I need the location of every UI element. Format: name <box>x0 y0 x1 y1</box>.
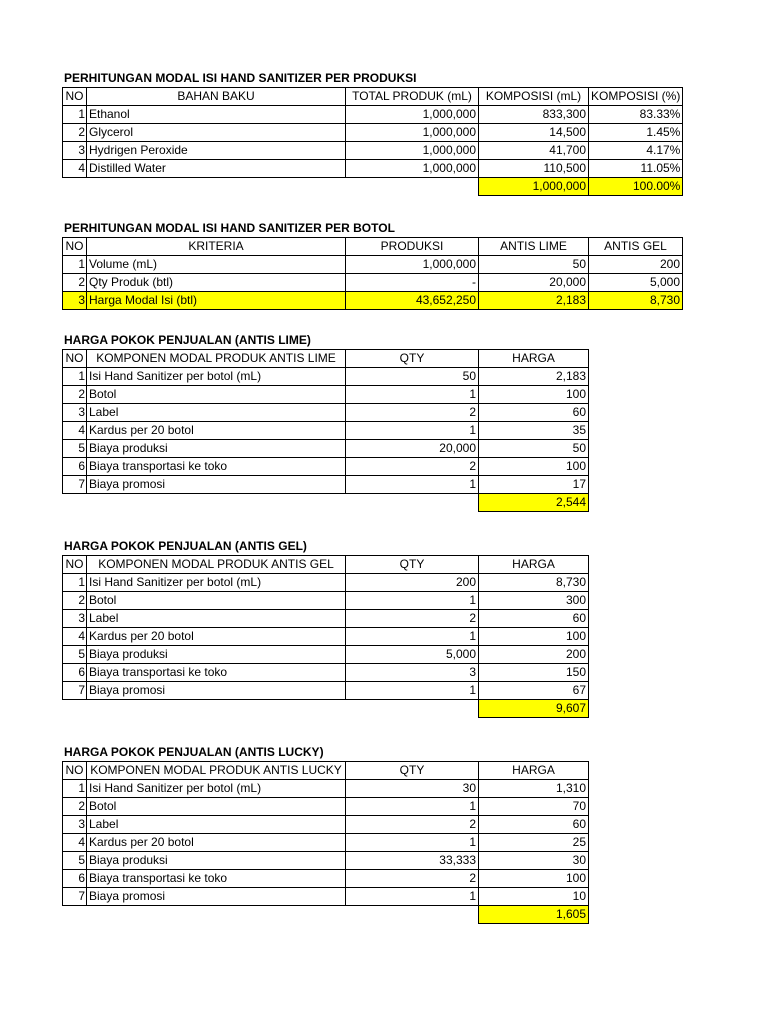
cell-komponen: Biaya produksi <box>87 440 346 458</box>
cell-harga: 150 <box>479 664 589 682</box>
cell-no: 2 <box>63 124 87 142</box>
total-komposisi-ml: 1,000,000 <box>479 178 589 196</box>
table-row <box>63 834 589 852</box>
table-row <box>63 852 589 870</box>
cell-qty: 1 <box>346 628 479 646</box>
cell-qty: 1 <box>346 422 479 440</box>
cell-harga: 100 <box>479 870 589 888</box>
cell-qty: 200 <box>346 574 479 592</box>
total-row <box>63 906 589 924</box>
cell-qty: 5,000 <box>346 646 479 664</box>
cell-harga: 8,730 <box>479 574 589 592</box>
table-row <box>63 440 589 458</box>
cell-qty: 50 <box>346 368 479 386</box>
table-row <box>63 664 589 682</box>
cell-komponen: Isi Hand Sanitizer per botol (mL) <box>87 368 346 386</box>
table-row <box>63 798 589 816</box>
col-header: QTY <box>346 762 479 780</box>
cell-no: 1 <box>63 780 87 798</box>
cell-komponen: Botol <box>87 386 346 404</box>
table-row <box>63 780 589 798</box>
cell-harga: 2,183 <box>479 368 589 386</box>
col-header: ANTIS GEL <box>589 238 683 256</box>
cell-qty: 2 <box>346 404 479 422</box>
cell-harga: 70 <box>479 798 589 816</box>
total-row <box>63 178 683 196</box>
col-header: KOMPOSISI (%) <box>589 88 683 106</box>
cell-antis-gel: 200 <box>589 256 683 274</box>
cell-no: 6 <box>63 664 87 682</box>
cell-komponen: Biaya promosi <box>87 476 346 494</box>
cell-komponen: Biaya promosi <box>87 888 346 906</box>
cell-harga: 10 <box>479 888 589 906</box>
col-header: NO <box>63 88 87 106</box>
table-row <box>63 870 589 888</box>
col-header: TOTAL PRODUK (mL) <box>346 88 479 106</box>
cell-komponen: Botol <box>87 592 346 610</box>
cell-bahan: Distilled Water <box>87 160 346 178</box>
cell-qty: 33,333 <box>346 852 479 870</box>
cell-no: 1 <box>63 574 87 592</box>
cell-harga: 60 <box>479 404 589 422</box>
col-header: KOMPOSISI (mL) <box>479 88 589 106</box>
cell-komposisi-ml: 833,300 <box>479 106 589 124</box>
cell-komponen: Isi Hand Sanitizer per botol (mL) <box>87 574 346 592</box>
cell-harga: 25 <box>479 834 589 852</box>
cell-antis-gel: 8,730 <box>589 292 683 310</box>
cell-no: 4 <box>63 834 87 852</box>
col-header: QTY <box>346 556 479 574</box>
cell-kriteria: Qty Produk (btl) <box>87 274 346 292</box>
cell-qty: 2 <box>346 610 479 628</box>
cell-harga: 50 <box>479 440 589 458</box>
table-row <box>63 404 589 422</box>
cell-harga: 17 <box>479 476 589 494</box>
col-header: HARGA <box>479 556 589 574</box>
table-row <box>63 682 589 700</box>
table-row <box>63 124 683 142</box>
cell-qty: 2 <box>346 816 479 834</box>
col-header: QTY <box>346 350 479 368</box>
col-header: KOMPONEN MODAL PRODUK ANTIS LIME <box>87 350 346 368</box>
total-row <box>63 700 589 718</box>
cell-no: 1 <box>63 256 87 274</box>
cell-antis-lime: 2,183 <box>479 292 589 310</box>
header-row <box>63 238 683 256</box>
col-header: PRODUKSI <box>346 238 479 256</box>
col-header: BAHAN BAKU <box>87 88 346 106</box>
cell-harga: 300 <box>479 592 589 610</box>
cell-qty: 1 <box>346 798 479 816</box>
cell-harga: 60 <box>479 816 589 834</box>
col-header: NO <box>63 762 87 780</box>
cell-komposisi-ml: 110,500 <box>479 160 589 178</box>
cell-no: 3 <box>63 142 87 160</box>
cell-no: 7 <box>63 682 87 700</box>
table-row <box>63 476 589 494</box>
cell-komposisi-pct: 11.05% <box>589 160 683 178</box>
table-row <box>63 274 683 292</box>
header-row <box>63 556 589 574</box>
cell-komponen: Label <box>87 610 346 628</box>
cell-qty: 3 <box>346 664 479 682</box>
table-row <box>63 610 589 628</box>
cell-no: 3 <box>63 610 87 628</box>
cell-no: 5 <box>63 440 87 458</box>
cell-komponen: Kardus per 20 botol <box>87 628 346 646</box>
col-header: KRITERIA <box>87 238 346 256</box>
hpp-lucky-table <box>62 761 589 924</box>
cell-komponen: Label <box>87 816 346 834</box>
section-title: HARGA POKOK PENJUALAN (ANTIS GEL) <box>64 539 307 553</box>
cell-no: 2 <box>63 274 87 292</box>
col-header: HARGA <box>479 762 589 780</box>
cell-harga: 1,310 <box>479 780 589 798</box>
cell-komponen: Botol <box>87 798 346 816</box>
cell-komponen: Biaya produksi <box>87 852 346 870</box>
botol-table <box>62 237 683 310</box>
table-row <box>63 888 589 906</box>
cell-harga: 35 <box>479 422 589 440</box>
cell-no: 1 <box>63 368 87 386</box>
cell-qty: 30 <box>346 780 479 798</box>
cell-antis-lime: 20,000 <box>479 274 589 292</box>
col-header: NO <box>63 238 87 256</box>
cell-komposisi-pct: 1.45% <box>589 124 683 142</box>
cell-harga: 100 <box>479 458 589 476</box>
section-title: HARGA POKOK PENJUALAN (ANTIS LUCKY) <box>64 745 324 759</box>
table-row <box>63 142 683 160</box>
cell-komponen: Biaya promosi <box>87 682 346 700</box>
cell-no: 7 <box>63 888 87 906</box>
header-row <box>63 350 589 368</box>
table-row <box>63 160 683 178</box>
table-row <box>63 592 589 610</box>
col-header: NO <box>63 350 87 368</box>
cell-qty: 1 <box>346 682 479 700</box>
section-title: PERHITUNGAN MODAL ISI HAND SANITIZER PER PRODUKSI <box>64 71 417 85</box>
table-row <box>63 106 683 124</box>
table-hpp-gel <box>62 537 589 718</box>
cell-no: 4 <box>63 160 87 178</box>
cell-no: 1 <box>63 106 87 124</box>
header-row <box>63 762 589 780</box>
total-harga: 9,607 <box>479 700 589 718</box>
cell-no: 3 <box>63 404 87 422</box>
table-row <box>63 386 589 404</box>
cell-harga: 100 <box>479 628 589 646</box>
cell-produksi: 43,652,250 <box>346 292 479 310</box>
total-komposisi-pct: 100.00% <box>589 178 683 196</box>
cell-kriteria: Volume (mL) <box>87 256 346 274</box>
cell-harga: 67 <box>479 682 589 700</box>
hpp-gel-table <box>62 555 589 718</box>
cell-qty: 20,000 <box>346 440 479 458</box>
total-harga: 1,605 <box>479 906 589 924</box>
cell-no: 3 <box>63 816 87 834</box>
table-modal-botol <box>62 219 683 310</box>
header-row <box>63 88 683 106</box>
cell-antis-gel: 5,000 <box>589 274 683 292</box>
cell-kriteria: Harga Modal Isi (btl) <box>87 292 346 310</box>
table-row <box>63 368 589 386</box>
cell-no: 6 <box>63 458 87 476</box>
cell-komponen: Biaya transportasi ke toko <box>87 870 346 888</box>
cell-komponen: Kardus per 20 botol <box>87 834 346 852</box>
cell-komponen: Biaya transportasi ke toko <box>87 458 346 476</box>
cell-no: 5 <box>63 852 87 870</box>
cell-qty: 1 <box>346 888 479 906</box>
cell-harga: 100 <box>479 386 589 404</box>
cell-komponen: Kardus per 20 botol <box>87 422 346 440</box>
table-row <box>63 256 683 274</box>
cell-no: 4 <box>63 628 87 646</box>
table-row <box>63 646 589 664</box>
col-header: NO <box>63 556 87 574</box>
cell-no: 2 <box>63 386 87 404</box>
cell-qty: 1 <box>346 386 479 404</box>
table-row <box>63 422 589 440</box>
cell-no: 5 <box>63 646 87 664</box>
cell-harga: 200 <box>479 646 589 664</box>
section-title: HARGA POKOK PENJUALAN (ANTIS LIME) <box>64 333 311 347</box>
total-row <box>63 494 589 512</box>
cell-total: 1,000,000 <box>346 160 479 178</box>
cell-produksi: 1,000,000 <box>346 256 479 274</box>
cell-total: 1,000,000 <box>346 124 479 142</box>
cell-komposisi-ml: 41,700 <box>479 142 589 160</box>
cell-qty: 2 <box>346 870 479 888</box>
table-row <box>63 574 589 592</box>
cell-bahan: Glycerol <box>87 124 346 142</box>
table-row <box>63 458 589 476</box>
produksi-table <box>62 87 683 196</box>
cell-no: 7 <box>63 476 87 494</box>
cell-total: 1,000,000 <box>346 142 479 160</box>
cell-bahan: Hydrigen Peroxide <box>87 142 346 160</box>
cell-no: 6 <box>63 870 87 888</box>
cell-antis-lime: 50 <box>479 256 589 274</box>
cell-qty: 1 <box>346 834 479 852</box>
highlight-row <box>63 292 683 310</box>
cell-total: 1,000,000 <box>346 106 479 124</box>
col-header: KOMPONEN MODAL PRODUK ANTIS GEL <box>87 556 346 574</box>
cell-komponen: Biaya produksi <box>87 646 346 664</box>
total-harga: 2,544 <box>479 494 589 512</box>
cell-komposisi-ml: 14,500 <box>479 124 589 142</box>
cell-harga: 60 <box>479 610 589 628</box>
col-header: ANTIS LIME <box>479 238 589 256</box>
table-row <box>63 628 589 646</box>
cell-qty: 1 <box>346 476 479 494</box>
table-row <box>63 816 589 834</box>
table-hpp-lucky <box>62 743 589 924</box>
cell-no: 3 <box>63 292 87 310</box>
col-header: KOMPONEN MODAL PRODUK ANTIS LUCKY <box>87 762 346 780</box>
cell-no: 2 <box>63 592 87 610</box>
col-header: HARGA <box>479 350 589 368</box>
cell-bahan: Ethanol <box>87 106 346 124</box>
cell-qty: 1 <box>346 592 479 610</box>
cell-no: 2 <box>63 798 87 816</box>
cell-no: 4 <box>63 422 87 440</box>
cell-komposisi-pct: 4.17% <box>589 142 683 160</box>
cell-komponen: Label <box>87 404 346 422</box>
cell-komponen: Biaya transportasi ke toko <box>87 664 346 682</box>
cell-komponen: Isi Hand Sanitizer per botol (mL) <box>87 780 346 798</box>
section-title: PERHITUNGAN MODAL ISI HAND SANITIZER PER BOTOL <box>64 221 395 235</box>
table-hpp-lime <box>62 331 589 512</box>
hpp-lime-table <box>62 349 589 512</box>
table-modal-produksi <box>62 69 683 196</box>
cell-qty: 2 <box>346 458 479 476</box>
cell-komposisi-pct: 83.33% <box>589 106 683 124</box>
cell-harga: 30 <box>479 852 589 870</box>
cell-produksi: - <box>346 274 479 292</box>
